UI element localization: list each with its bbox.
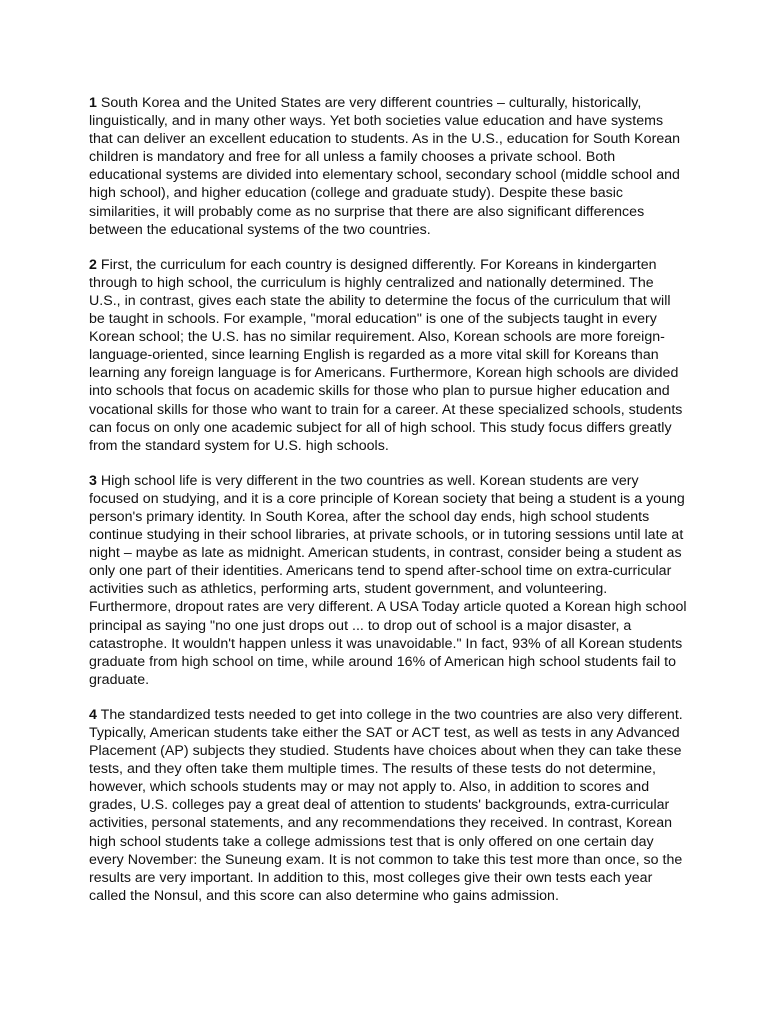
paragraph-number: 3 bbox=[89, 472, 97, 489]
paragraph-text: The standardized tests needed to get into college in the two countries are also very different. Typically, American students take either the SAT or ACT test, as well as tests in any Advanced Placement (AP) subjects they studied. Students have choices about when they can take these tests, and they often take them multiple times. The results of these tests do not determine, however, which schools students may or may not apply to. Also, in addition to scores and grades, U.S. colleges pay a great deal of attention to students' backgrounds, extra-curricular activities, personal statements, and any recommendations they received. In contrast, Korean high school students take a college admissions test that is only offered on one certain day every November: the Suneung exam. It is not common to take this test more than once, so the results are very important. In addition to this, most colleges give their own tests each year called the Nonsul, and this score can also determine who gains admission. bbox=[89, 706, 683, 904]
paragraph-text: First, the curriculum for each country is designed differently. For Koreans in kindergarten through to high school, the curriculum is highly centralized and nationally determined. The U.S., in contrast, gives each state the ability to determine the focus of the curriculum that will be taught in schools. For example, "moral education" is one of the subjects taught in every Korean school; the U.S. has no similar requirement. Also, Korean schools are more foreign-language-oriented, since learning English is regarded as a more vital skill for Koreans than learning any foreign language is for Americans. Furthermore, Korean high schools are divided into schools that focus on academic skills for those who plan to pursue higher education and vocational skills for those who want to train for a career. At these specialized schools, students can focus on only one academic subject for all of high school. This study focus differs greatly from the standard system for U.S. high schools. bbox=[89, 256, 683, 454]
paragraph-number: 4 bbox=[89, 706, 97, 723]
paragraph-4 bbox=[89, 706, 689, 905]
paragraph-text: High school life is very different in the two countries as well. Korean students are very focused on studying, and it is a core principle of Korean society that being a student is a young person's primary identity. In South Korea, after the school day ends, high school students continue studying in their school libraries, at private schools, or in tutoring sessions until late at night – maybe as late as midnight. American students, in contrast, consider being a student as only one part of their identities. Americans tend to spend after-school time on extra-curricular activities such as athletics, performing arts, student government, and volunteering. Furthermore, dropout rates are very different. A USA Today article quoted a Korean high school principal as saying "no one just drops out ... to drop out of school is a major disaster, a catastrophe. It wouldn't happen unless it was unavoidable." In fact, 93% of all Korean students graduate from high school on time, while around 16% of American high school students fail to graduate. bbox=[89, 472, 687, 688]
paragraph-number: 2 bbox=[89, 256, 97, 273]
paragraph-2 bbox=[89, 256, 689, 455]
document-page bbox=[89, 94, 689, 922]
paragraph-1 bbox=[89, 94, 689, 239]
paragraph-3 bbox=[89, 472, 689, 689]
paragraph-number: 1 bbox=[89, 95, 97, 111]
paragraph-text: South Korea and the United States are very different countries – culturally, historically, linguistically, and in many other ways. Yet both societies value education and have systems that can deliver an excellent education to students. As in the U.S., education for South Korean children is mandatory and free for all unless a family chooses a private school. Both educational systems are divided into elementary school, secondary school (middle school and high school), and higher education (college and graduate study). Despite these basic similarities, it will probably come as no surprise that there are also significant differences between the educational systems of the two countries. bbox=[89, 95, 681, 238]
